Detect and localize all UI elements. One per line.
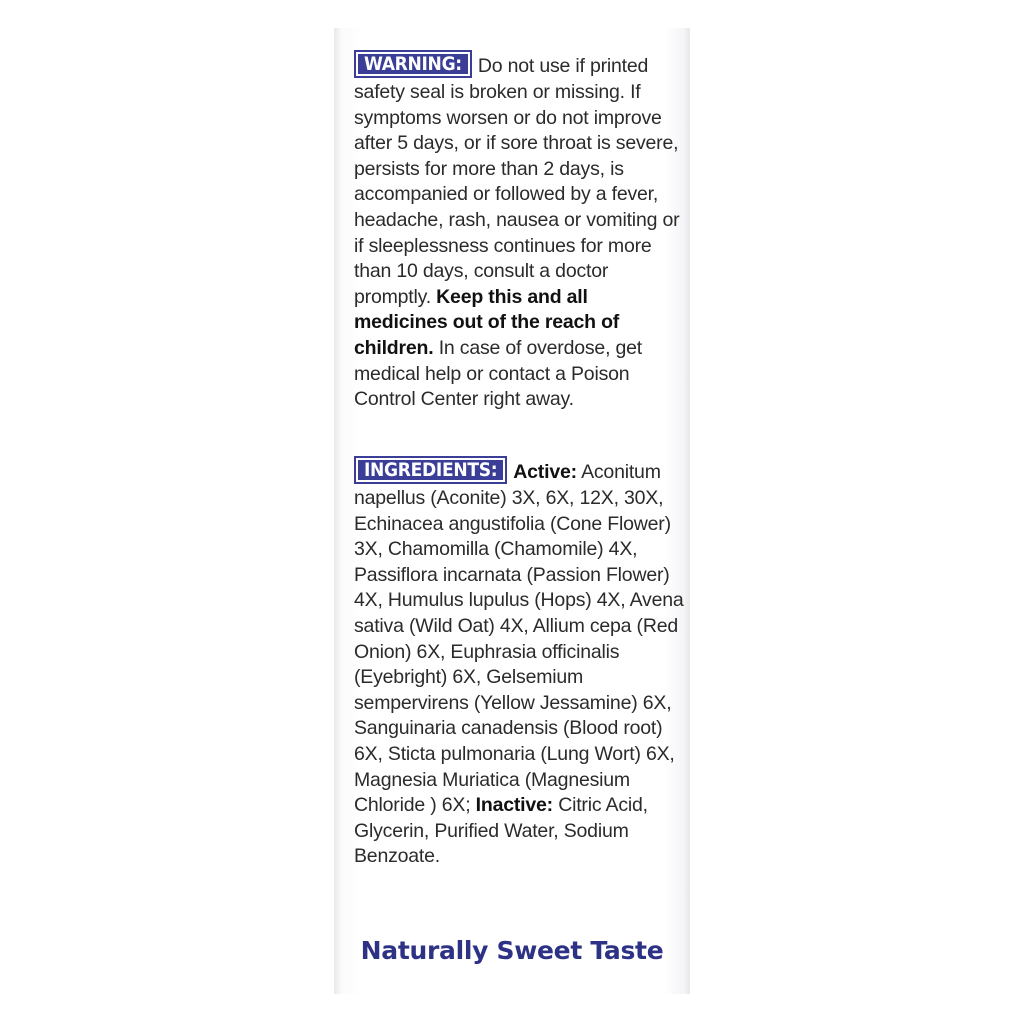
active-label: Active:	[513, 461, 577, 483]
product-box-side-panel	[334, 28, 690, 994]
warning-overdose-text: In case of overdose, get medical help or contact a Poison Control Center right away.	[354, 336, 643, 411]
ingredients-label: INGREDIENTS:	[354, 456, 507, 484]
warning-bold-text: Keep this and all medicines out of the reach of children.	[354, 285, 620, 359]
warning-text: Do not use if printed safety seal is broken or missing. If symptoms worsen or do not improve after 5 days, or if sore throat is severe, persists for more than 2 days, is accompanied or followed by a fever, headache, rash, nausea or vomiting or if sleeplessness continues for more than 10 days, consult a doctor promptly.	[354, 55, 680, 308]
inactive-label: Inactive:	[475, 794, 553, 817]
tagline: Naturally Sweet Taste	[360, 936, 664, 965]
ingredients-section	[354, 458, 684, 870]
warning-section	[354, 52, 684, 413]
inactive-ingredients-text: Citric Acid, Glycerin, Purified Water, Sodium Benzoate.	[354, 794, 648, 868]
warning-label: WARNING:	[354, 50, 472, 78]
active-ingredients-text: Aconitum napellus (Aconite) 3X, 6X, 12X, 30X, Echinacea angustifolia (Cone Flower) 3X, Chamomilla (Chamomile) 4X, Passiflora incarnata (Passion Flower) 4X, Humulus lupulus (Hops) 4X, Avena sativa (Wild Oat) 4X, Allium cepa (Red Onion) 6X, Euphrasia officinalis (Eyebright) 6X, Gelsemium sempervirens (Yellow Jessamine) 6X, Sanguinaria canadensis (Blood root) 6X, Sticta pulmonaria (Lung Wort) 6X, Magnesia Muriatica (Magnesium Chloride ) 6X;	[354, 461, 684, 817]
